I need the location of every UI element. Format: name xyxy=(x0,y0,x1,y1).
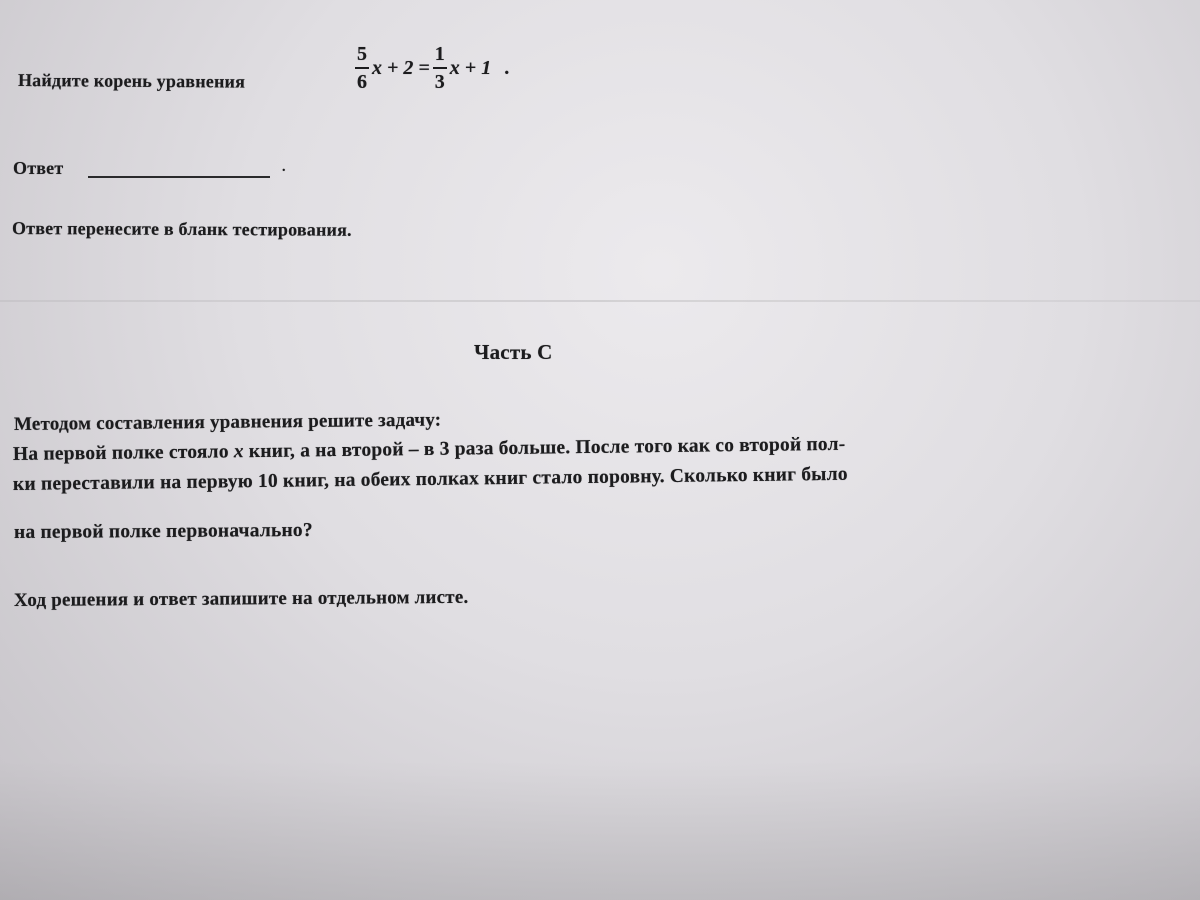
solution-note: Ход решения и ответ запишите на отдельном листе. xyxy=(13,586,469,611)
question-prompt: Найдите корень уравнения xyxy=(17,70,246,92)
task-variable: x xyxy=(233,441,244,463)
answer-label: Ответ xyxy=(13,158,64,178)
paper-shadow xyxy=(0,760,1200,900)
fraction-rhs-numerator: 1 xyxy=(433,44,447,69)
fraction-lhs xyxy=(355,44,369,92)
transfer-note: Ответ перенесите в бланк тестирования. xyxy=(11,218,352,240)
fraction-rhs xyxy=(433,44,447,92)
task-line-2: ки переставили на первую 10 книг, на обеих полках книг стало поровну. Сколько книг было xyxy=(12,463,848,495)
equation-rhs-rest: x + 1 xyxy=(449,56,492,79)
part-heading: Часть С xyxy=(474,340,553,364)
answer-end: . xyxy=(282,160,286,175)
equation-end: . xyxy=(504,56,510,79)
equation-lhs-rest: x + 2 = xyxy=(372,56,430,79)
equation xyxy=(355,44,509,92)
task-line-1 xyxy=(13,434,846,466)
fraction-lhs-denominator: 6 xyxy=(357,71,367,93)
task-line-1-a: На первой полке стояло xyxy=(12,441,234,465)
fraction-lhs-numerator: 5 xyxy=(355,44,369,69)
task-line-1-b: книг, а на второй – в 3 раза больше. После того как со второй пол- xyxy=(243,433,846,463)
task-intro: Методом составления уравнения решите задачу: xyxy=(13,409,442,435)
task-line-3: на первой полке первоначально? xyxy=(13,519,313,543)
answer-blank-line[interactable] xyxy=(88,176,270,178)
paper-fold xyxy=(0,300,1200,302)
fraction-rhs-denominator: 3 xyxy=(434,71,445,93)
